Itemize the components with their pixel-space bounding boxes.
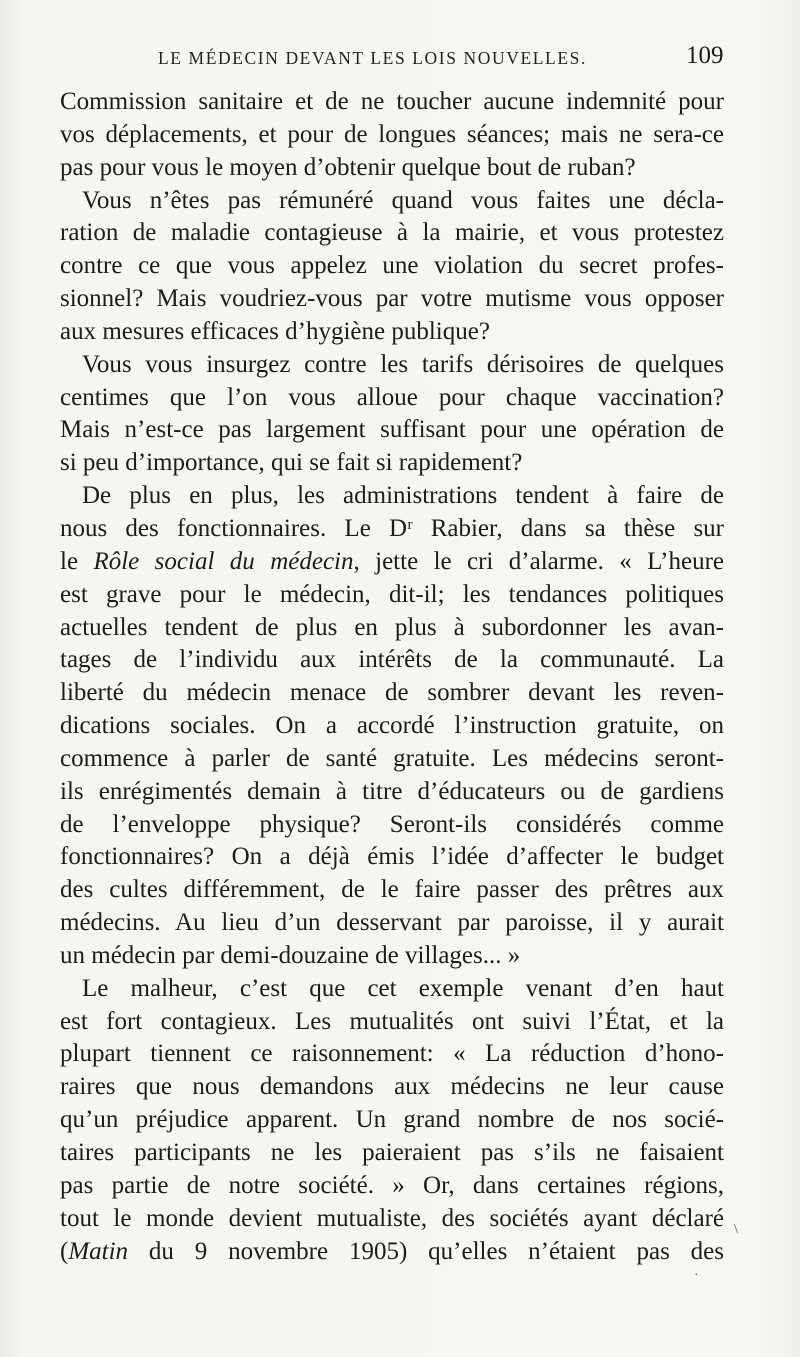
text-line: liberté du médecin menace de sombrer devant les reven- [60, 679, 724, 707]
running-head: LE MÉDECIN DEVANT LES LOIS NOUVELLES. [158, 48, 587, 68]
text-line: ils enrégimentés demain à titre d’éducateurs ou de gardiens [60, 777, 724, 805]
text-line: un médecin par demi-douzaine de villages... » [60, 941, 521, 969]
text-line: nous des fonctionnaires. Le Dʳ Rabier, dans sa thèse sur [60, 514, 724, 542]
text-line: aux mesures efficaces d’hygiène publique? [60, 317, 490, 345]
margin-speck: \ [734, 1222, 738, 1237]
text-line: (Matin du 9 novembre 1905) qu’elles n’étaient pas des [60, 1237, 724, 1265]
text-line: Le malheur, c’est que cet exemple venant d’en haut [82, 974, 724, 1002]
text-line: fonctionnaires? On a déjà émis l’idée d’affecter le budget [60, 843, 724, 871]
text-line: plupart tiennent ce raisonnement: « La réduction d’hono- [60, 1040, 724, 1068]
text-line: qu’un préjudice apparent. Un grand nombre de nos socié- [60, 1106, 724, 1134]
text-line: Mais n’est-ce pas largement suffisant pour une opération de [60, 416, 724, 444]
text-line: taires participants ne les paieraient pas s’ils ne faisaient [60, 1139, 724, 1166]
body-text [60, 86, 724, 1268]
text-line: Vous n’êtes pas rémunéré quand vous faites une décla- [82, 186, 724, 214]
text-line: raires que nous demandons aux médecins ne leur cause [60, 1073, 724, 1101]
text-line: est fort contagieux. Les mutualités ont suivi l’État, et la [60, 1007, 724, 1035]
text-line: commence à parler de santé gratuite. Les médecins seront- [60, 744, 724, 772]
text-line: de l’enveloppe physique? Seront-ils considérés comme [60, 810, 724, 838]
text-line: sionnel? Mais voudriez-vous par votre mutisme vous opposer [60, 285, 724, 313]
text-line: des cultes différemment, de le faire passer des prêtres aux [60, 876, 724, 904]
text-line: dications sociales. On a accordé l’instruction gratuite, on [60, 712, 724, 740]
text-line: tages de l’individu aux intérêts de la communauté. La [60, 646, 724, 674]
text-line: ration de maladie contagieuse à la mairie, et vous protestez [60, 219, 724, 247]
text-line: vos déplacements, et pour de longues séances; mais ne sera-ce [60, 120, 724, 148]
text-line: Commission sanitaire et de ne toucher aucune indemnité pour [60, 88, 724, 115]
text-line: De plus en plus, les administrations tendent à faire de [82, 482, 724, 510]
page-number: 109 [686, 42, 724, 69]
text-line: le Rôle social du médecin, jette le cri d’alarme. « L’heure [60, 547, 724, 575]
margin-speck: · [694, 1268, 699, 1283]
text-line: pas pour vous le moyen d’obtenir quelque bout de ruban? [60, 153, 636, 181]
text-line: Vous vous insurgez contre les tarifs dérisoires de quelques [82, 350, 724, 378]
text-line: contre ce que vous appelez une violation du secret profes- [60, 252, 724, 280]
text-line: actuelles tendent de plus en plus à subordonner les avan- [60, 613, 724, 641]
text-line: si peu d’importance, qui se fait si rapidement? [60, 449, 523, 477]
text-line: centimes que l’on vous alloue pour chaque vaccination? [60, 383, 724, 411]
text-line: tout le monde devient mutualiste, des sociétés ayant déclaré [60, 1204, 724, 1232]
text-line: est grave pour le médecin, dit-il; les tendances politiques [60, 580, 724, 608]
text-line: médecins. Au lieu d’un desservant par paroisse, il y aurait [60, 909, 724, 937]
text-line: pas partie de notre société. » Or, dans certaines régions, [60, 1171, 724, 1199]
